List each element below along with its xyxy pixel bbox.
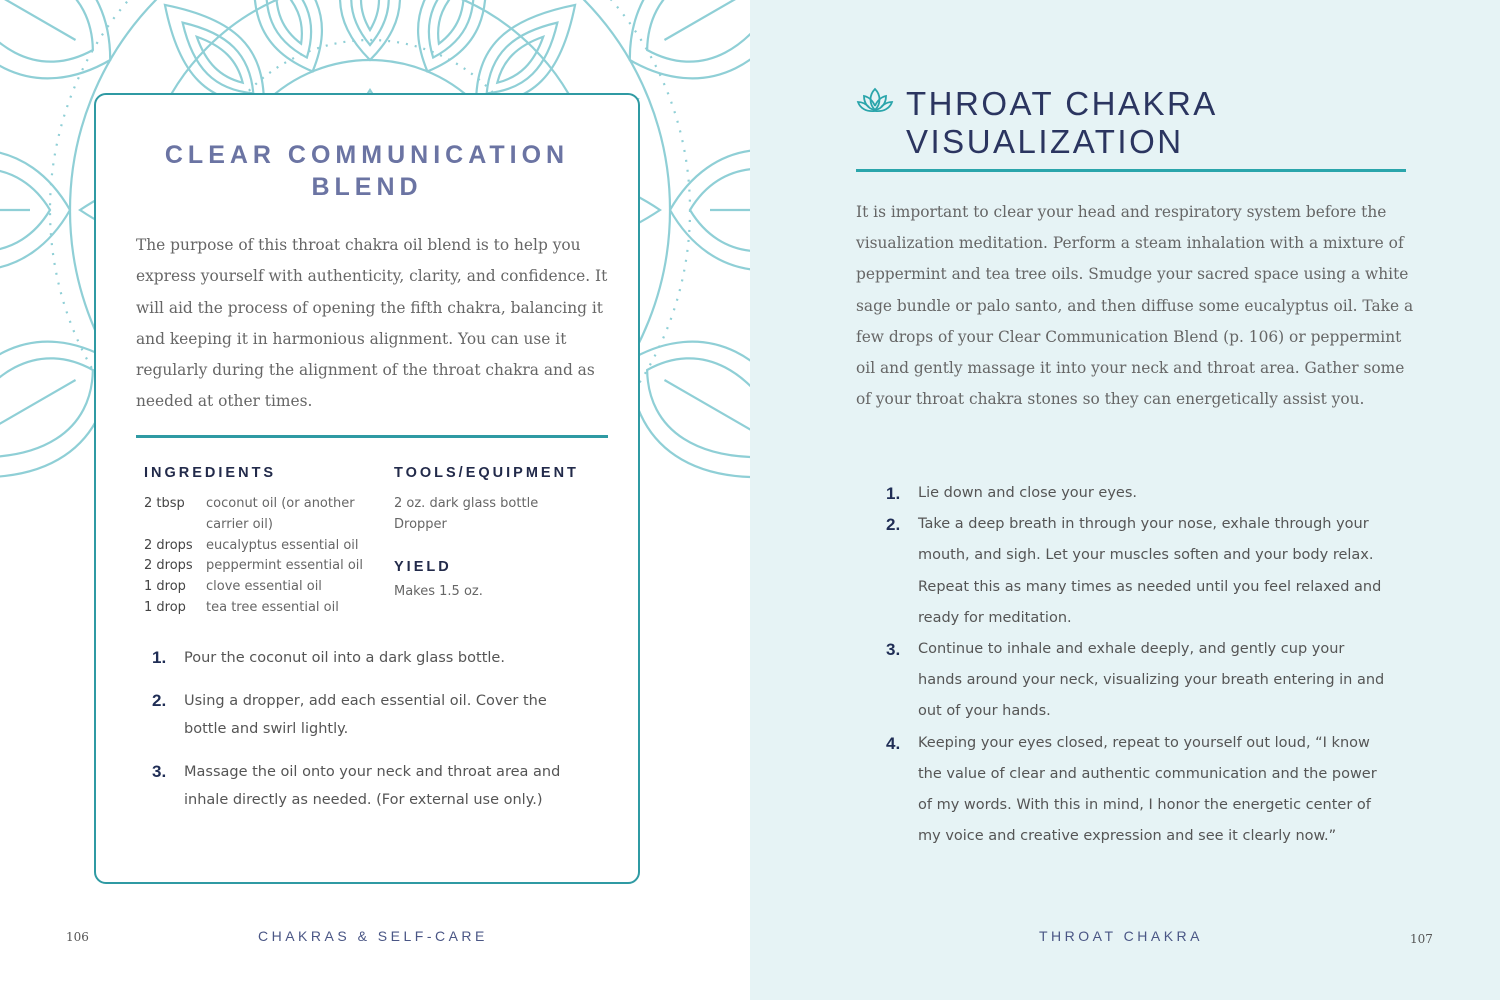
ingredient-qty: 2 drops	[144, 558, 193, 574]
step-number: 4.	[886, 733, 901, 753]
visualization-step	[886, 728, 1386, 853]
ingredient-qty: 1 drop	[144, 579, 186, 595]
ingredient-qty: 2 tbsp	[144, 496, 185, 511]
visualization-step	[886, 509, 1386, 634]
step-number: 3.	[886, 640, 901, 660]
ingredients-list	[144, 494, 374, 619]
card-intro-text: The purpose of this throat chakra oil blend is to help you express yourself with authenticity, clarity, and confidence. It will aid the process of opening the fifth chakra, balancing it and keeping it in harmonious alignment. You can use it regularly during the alignment of the throat chakra and as needed at other times.	[136, 236, 608, 411]
footer-left: CHAKRAS & SELF-CARE	[258, 928, 488, 944]
tool-item: Dropper	[394, 516, 447, 532]
recipe-steps	[152, 644, 592, 829]
ingredients-heading: INGREDIENTS	[144, 465, 277, 481]
ingredient-item: tea tree essential oil	[206, 599, 339, 615]
card-title	[96, 139, 638, 203]
step-number: 1.	[886, 484, 901, 503]
right-page	[750, 0, 1500, 1000]
step-text: Using a dropper, add each essential oil. Cover the bottle and swirl lightly.	[184, 693, 547, 737]
ingredient-item: peppermint essential oil	[206, 558, 363, 574]
divider	[136, 435, 608, 438]
visualization-step	[886, 634, 1386, 728]
ingredient-qty: 2 drops	[144, 537, 193, 553]
ingredient-item: eucalyptus essential oil	[206, 537, 359, 553]
step-number: 2.	[886, 515, 901, 535]
step-number: 1.	[152, 648, 167, 667]
ingredient-item: clove essential oil	[206, 579, 322, 595]
step-text: Pour the coconut oil into a dark glass bottle.	[184, 650, 505, 666]
ingredient-qty: 1 drop	[144, 599, 186, 615]
page-title	[906, 85, 1218, 161]
divider	[856, 169, 1406, 172]
step-text: Lie down and close your eyes.	[918, 485, 1138, 501]
ingredient-row	[144, 556, 374, 577]
yield-value: Makes 1.5 oz.	[394, 584, 483, 599]
ingredient-row	[144, 494, 374, 536]
card-title-line1: CLEAR COMMUNICATION	[164, 141, 570, 169]
card-intro	[136, 230, 610, 418]
intro-text: It is important to clear your head and respiratory system before the visualization meditation. Perform a steam inhalation with a mixture of peppermint and tea tree oils. Smudge your sacred space using a white sage bundle or palo santo, and then diffuse some eucalyptus oil. Take a few drops of your Clear Communication Blend (p. 106) or peppermint oil and gently massage it into your neck and throat area. Gather some of your throat chakra stones so they can energetically assist you.	[856, 203, 1414, 409]
recipe-step	[152, 758, 592, 814]
lotus-icon	[856, 84, 894, 118]
page-number-left: 106	[66, 930, 89, 944]
step-text: Massage the oil onto your neck and throat area and inhale directly as needed. (For external use only.)	[184, 764, 561, 808]
page-title-line2: VISUALIZATION	[906, 123, 1184, 160]
page-number-right: 107	[1410, 932, 1433, 946]
intro-paragraph	[856, 197, 1416, 415]
step-number: 2.	[152, 691, 167, 710]
tools-heading: TOOLS/EQUIPMENT	[394, 465, 579, 481]
footer-right: THROAT CHAKRA	[1039, 928, 1203, 944]
card-title-line2: BLEND	[311, 173, 423, 201]
tool-item: 2 oz. dark glass bottle	[394, 496, 539, 511]
ingredient-row	[144, 598, 374, 619]
step-number: 3.	[152, 762, 167, 781]
visualization-steps	[886, 478, 1386, 852]
ingredient-row	[144, 577, 374, 598]
visualization-step	[886, 478, 1386, 509]
yield-heading: YIELD	[394, 559, 452, 575]
recipe-step	[152, 687, 592, 743]
ingredient-row	[144, 536, 374, 557]
tools-list	[394, 494, 538, 536]
step-text: Take a deep breath in through your nose, exhale through your mouth, and sigh. Let your muscles soften and your body relax. Repeat this as many times as needed until you feel relaxed and ready for meditation.	[918, 516, 1382, 626]
recipe-card	[94, 93, 640, 884]
page-title-line1: THROAT CHAKRA	[906, 85, 1218, 122]
step-text: Continue to inhale and exhale deeply, and gently cup your hands around your neck, visualizing your breath entering in and out of your hands.	[918, 641, 1385, 720]
ingredient-item: coconut oil (or another carrier oil)	[206, 496, 355, 532]
recipe-step	[152, 644, 592, 672]
step-text: Keeping your eyes closed, repeat to yourself out loud, “I know the value of clear and authentic communication and the power of my words. With this in mind, I honor the energetic center of my voice and creative expression and see it clearly now.”	[918, 734, 1377, 845]
